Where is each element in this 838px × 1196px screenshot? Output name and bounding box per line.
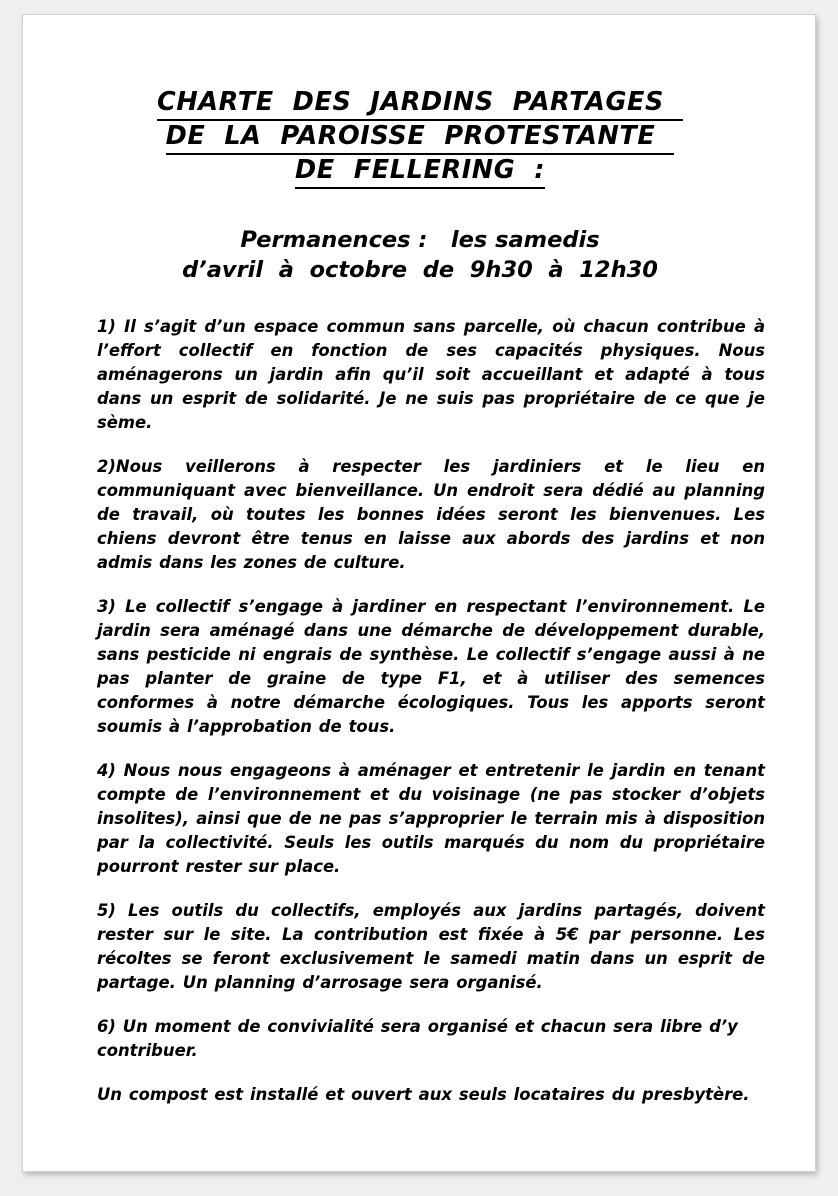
- title-line-1-text: CHARTE DES JARDINS PARTAGES: [157, 87, 683, 121]
- charter-clause-3: 3) Le collectif s’engage à jardiner en respectant l’environnement. Le jardin sera aménagé dans une démarche de développement durable, sans pesticide ni engrais de synthèse. Le collectif s’engage aussi à ne pas planter de graine de type F1, et à utiliser des semences conformes à notre démarche écologiques. Tous les apports seront soumis à l’approbation de tous.: [97, 597, 765, 736]
- subtitle-line-2: d’avril à octobre de 9h30 à 12h30: [182, 257, 658, 283]
- title-line-2: [23, 121, 817, 155]
- title-line-2-text: DE LA PAROISSE PROTESTANTE: [166, 121, 675, 155]
- subtitle-line-1: Permanences : les samedis: [240, 227, 600, 253]
- document-title: [23, 87, 817, 189]
- charter-clause-2: 2)Nous veillerons à respecter les jardiniers et le lieu en communiquant avec bienveillance. Un endroit sera dédié au planning de travail, où toutes les bonnes idées seront les bienvenues. Les chiens devront être tenus en laisse aux abords des jardins et non admis dans les zones de culture.: [97, 457, 765, 572]
- title-line-3: [23, 155, 817, 189]
- charter-clause-4: 4) Nous nous engageons à aménager et entretenir le jardin en tenant compte de l’environnement et du voisinage (ne pas stocker d’objets insolites), ainsi que de ne pas s’approprier le terrain mis à disposition par la collectivité. Seuls les outils marqués du nom du propriétaire pourront rester sur place.: [97, 761, 765, 876]
- title-line-3-text: DE FELLERING :: [295, 155, 545, 189]
- charter-clause-5: 5) Les outils du collectifs, employés aux jardins partagés, doivent rester sur le site. La contribution est fixée à 5€ par personne. Les récoltes se feront exclusivement le samedi matin dans un esprit de partage. Un planning d’arrosage sera organisé.: [97, 901, 765, 992]
- document-subtitle: [23, 225, 817, 285]
- charter-closing-note: Un compost est installé et ouvert aux seuls locataires du presbytère.: [97, 1085, 750, 1104]
- document-page: [22, 14, 816, 1172]
- document-body: [23, 15, 817, 1107]
- charter-clause-6: 6) Un moment de convivialité sera organisé et chacun sera libre d’y contribuer.: [97, 1017, 738, 1060]
- charter-clause-1: 1) Il s’agit d’un espace commun sans parcelle, où chacun contribue à l’effort collectif en fonction de ses capacités physiques. Nous aménagerons un jardin afin qu’il soit accueillant et adapté à tous dans un esprit de solidarité. Je ne suis pas propriétaire de ce que je sème.: [97, 317, 765, 432]
- title-line-1: [23, 87, 817, 121]
- charter-clause-list: [23, 315, 817, 1107]
